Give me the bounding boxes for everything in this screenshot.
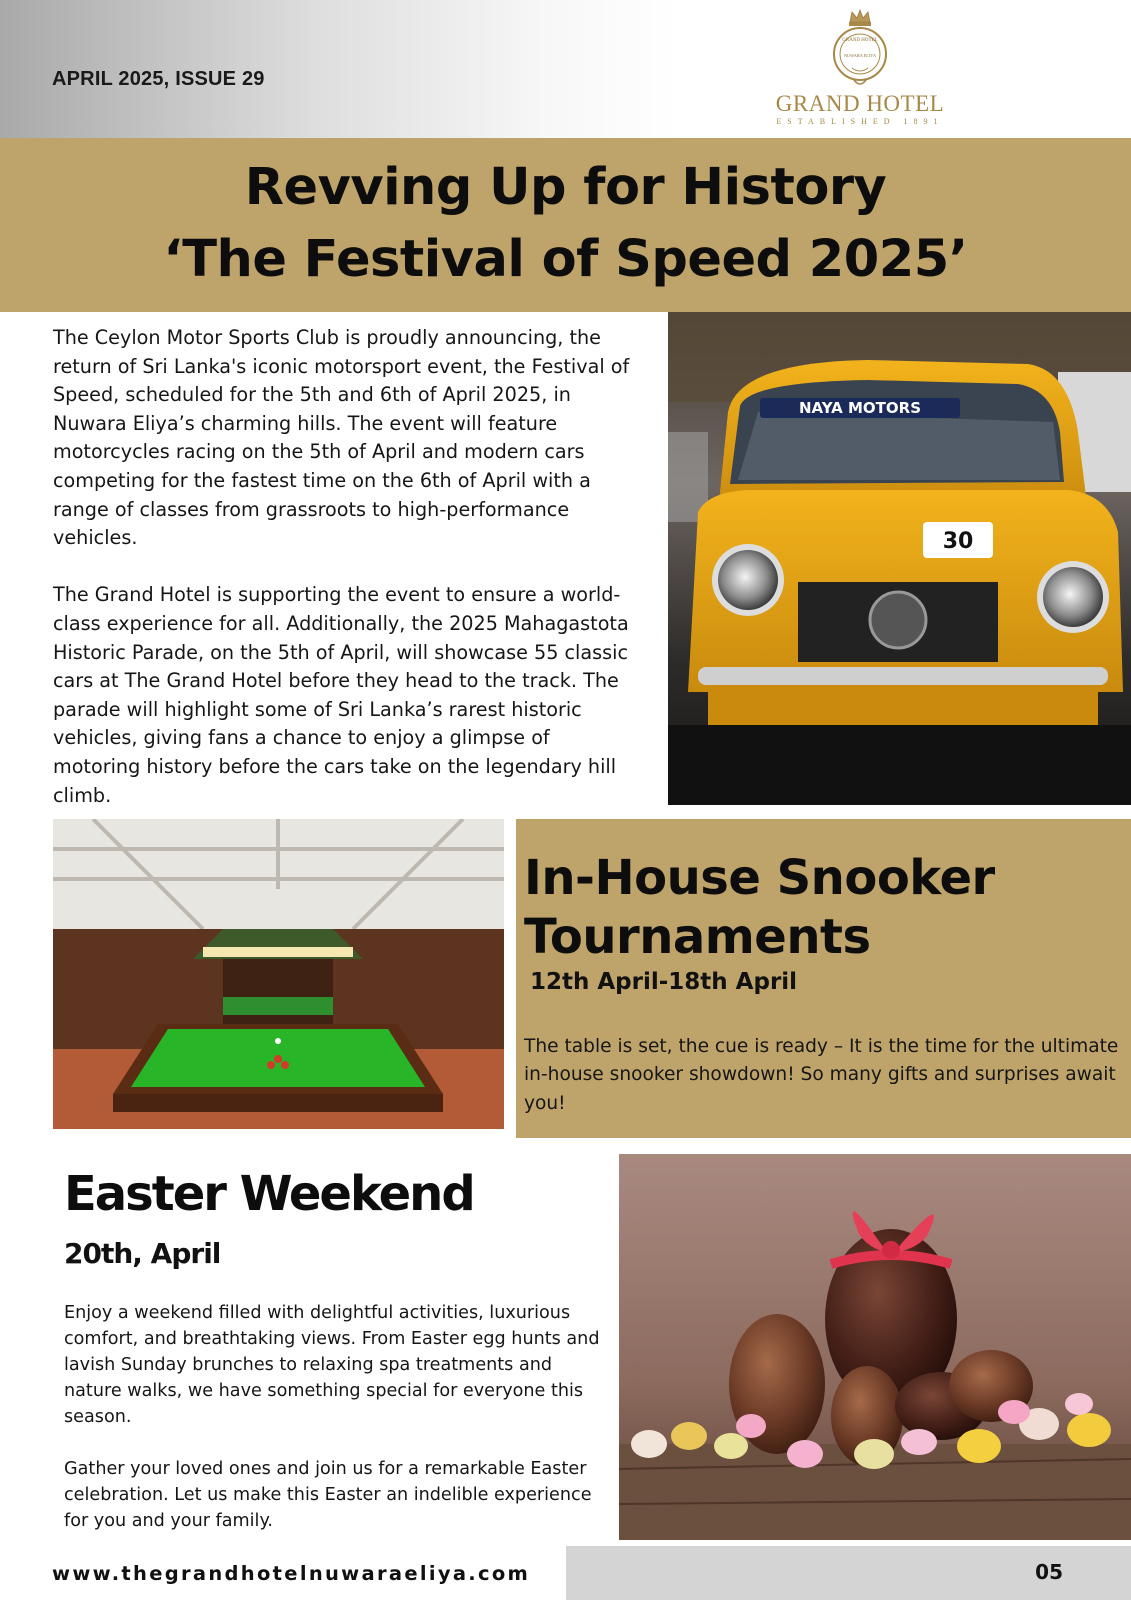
snooker-panel: [516, 819, 1131, 1138]
svg-text:GRAND HOTEL: GRAND HOTEL: [842, 38, 878, 43]
hotel-logo: [760, 8, 960, 132]
snooker-title-line2: Tournaments: [524, 909, 871, 965]
website-link[interactable]: www.thegrandhotelnuwaraeliya.com: [52, 1562, 531, 1585]
festival-article: [53, 324, 643, 839]
page-number: 05: [1035, 1560, 1063, 1584]
easter-paragraph-2: Gather your loved ones and join us for a remarkable Easter celebration. Let us make this Easter an indelible experience for you and your family.: [64, 1459, 592, 1531]
snooker-title-line1: In-House Snooker: [524, 850, 995, 906]
footer-bar: [566, 1546, 1131, 1600]
issue-label: APRIL 2025, ISSUE 29: [52, 68, 265, 90]
festival-title-line1: Revving Up for History: [244, 158, 887, 217]
snooker-dates: 12th April-18th April: [530, 969, 798, 995]
svg-text:30: 30: [942, 529, 974, 554]
snooker-title: [524, 849, 995, 967]
logo-name: GRAND HOTEL: [775, 91, 945, 116]
easter-date: 20th, April: [64, 1237, 221, 1270]
classic-car-photo: [668, 312, 1131, 805]
easter-title: Easter Weekend: [64, 1166, 474, 1222]
svg-text:NUWARA ELIYA: NUWARA ELIYA: [843, 53, 877, 58]
easter-article: [64, 1300, 609, 1560]
easter-paragraph-1: Enjoy a weekend filled with delightful activities, luxurious comfort, and breathtaking views. From Easter egg hunts and lavish Sunday brunches to relaxing spa treatments and nature walks, we have something special for everyone this season.: [64, 1303, 600, 1427]
snooker-description: The table is set, the cue is ready – It is the time for the ultimate in-house snooker showdown! So many gifts and surprises await you!: [524, 1036, 1119, 1114]
hotel-crest-icon: [830, 8, 890, 90]
festival-title-line2: ‘The Festival of Speed 2025’: [163, 230, 968, 289]
svg-text:NAYA MOTORS: NAYA MOTORS: [799, 399, 921, 417]
festival-paragraph-1: The Ceylon Motor Sports Club is proudly announcing, the return of Sri Lanka's iconic motorsport event, the Festival of Speed, scheduled for the 5th and 6th of April 2025, in Nuwara Eliya’s charming hills. The event will feature motorcycles racing on the 5th of April and modern cars competing for the fastest time on the 6th of April with a range of classes from grassroots to high-performance vehicles.: [53, 326, 630, 550]
festival-title-band: [0, 138, 1131, 312]
festival-paragraph-2: The Grand Hotel is supporting the event to ensure a world-class experience for all. Additionally, the 2025 Mahagastota Historic Parade, on the 5th of April, will showcase 55 classic cars at The Grand Hotel before they head to the track. The parade will highlight some of Sri Lanka’s rarest historic vehicles, giving fans a chance to enjoy a glimpse of motoring history before the cars take on the legendary hill climb.: [53, 583, 629, 807]
easter-eggs-photo: [619, 1154, 1131, 1540]
logo-established: ESTABLISHED 1891: [776, 117, 944, 126]
snooker-room-photo: [53, 819, 504, 1129]
